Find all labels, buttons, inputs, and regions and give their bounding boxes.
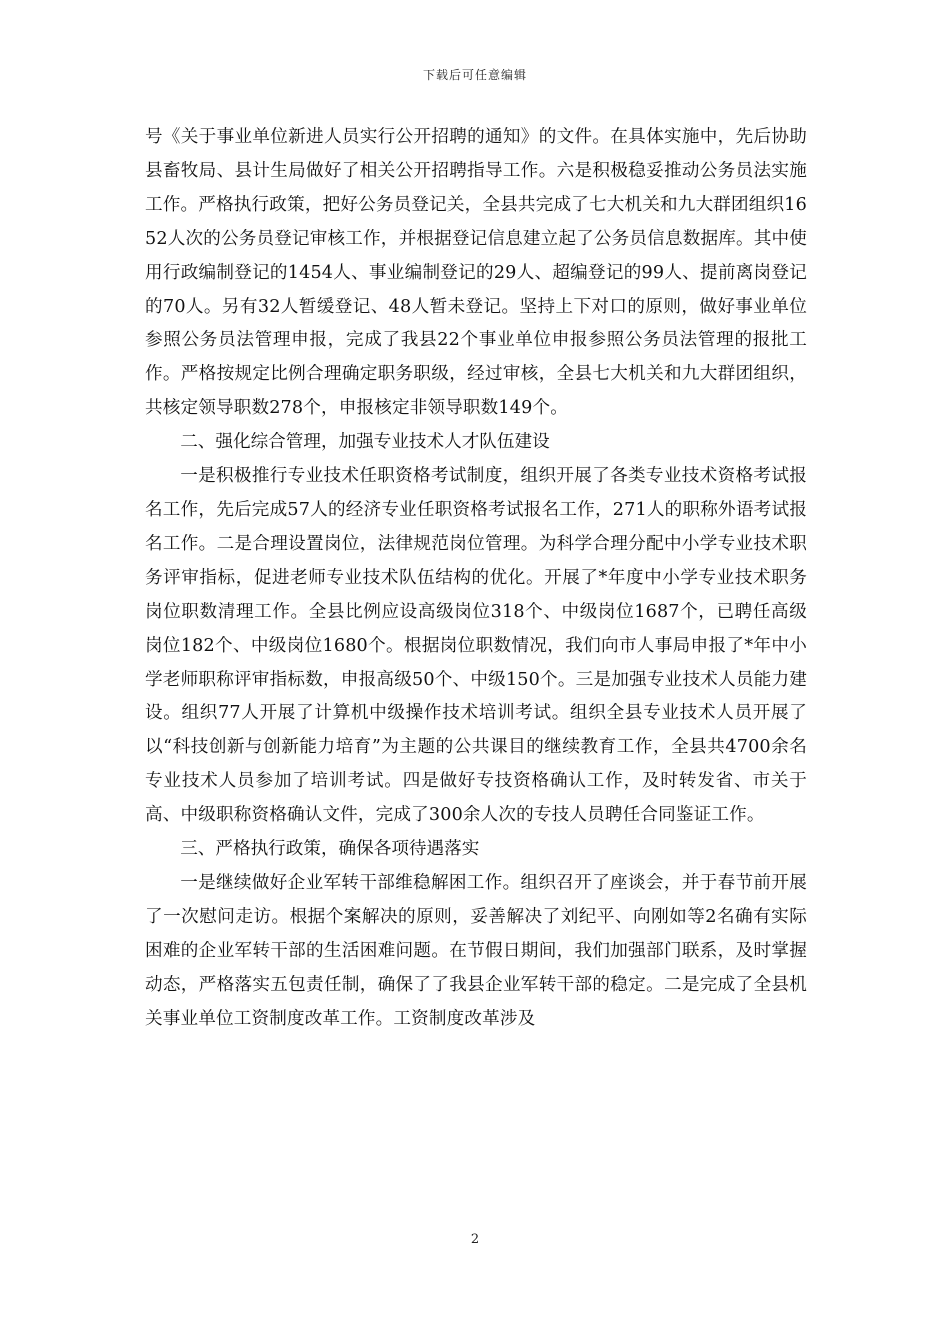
paragraph-section-3: 一是继续做好企业军转干部维稳解困工作。组织召开了座谈会，并于春节前开展了一次慰问走访。根据个案解决的原则，妥善解决了刘纪平、向刚如等2名确有实际困难的企业军转干部的生活困难问题。在节假日期间，我们加强部门联系，及时掌握动态，严格落实五包责任制，确保了了我县企业军转干部的稳定。二是完成了全县机关事业单位工资制度改革工作。工资制度改革涉及 [145, 872, 807, 1029]
document-body [145, 121, 807, 1036]
page-header: 下载后可任意编辑 [422, 68, 527, 82]
page-number: 2 [470, 1232, 480, 1247]
section-heading-3: 三、严格执行政策，确保各项待遇落实 [180, 839, 480, 860]
paragraph-section-2: 一是积极推行专业技术任职资格考试制度，组织开展了各类专业技术资格考试报名工作，先后完成57人的经济专业任职资格考试报名工作，271人的职称外语考试报名工作。二是合理设置岗位，法律规范岗位管理。为科学合理分配中小学专业技术职务评审指标，促进老师专业技术队伍结构的优化。开展了*年度中小学专业技术职务岗位职数清理工作。全县比例应设高级岗位318个、中级岗位1687个，已聘任高级岗位182个、中级岗位1680个。根据岗位职数情况，我们向市人事局申报了*年中小学老师职称评审指标数，申报高级50个、中级150个。三是加强专业技术人员能力建设。组织77人开展了计算机中级操作技术培训考试。组织全县专业技术人员开展了以“科技创新与创新能力培育”为主题的公共课目的继续教育工作，全县共4700余名专业技术人员参加了培训考试。四是做好专技资格确认工作，及时转发省、市关于高、中级职称资格确认文件，完成了300余人次的专技人员聘任合同鉴证工作。 [145, 466, 807, 826]
section-heading-2: 二、强化综合管理，加强专业技术人才队伍建设 [180, 432, 550, 453]
paragraph-continuation: 号《关于事业单位新进人员实行公开招聘的通知》的文件。在具体实施中，先后协助县畜牧局、县计生局做好了相关公开招聘指导工作。六是积极稳妥推动公务员法实施工作。严格执行政策，把好公务员登记关，全县共完成了七大机关和九大群团组织1652人次的公务员登记审核工作，并根据登记信息建立起了公务员信息数据库。其中使用行政编制登记的1454人、事业编制登记的29人、超编登记的99人、提前离岗登记的70人。另有32人暂缓登记、48人暂未登记。坚持上下对口的原则，做好事业单位参照公务员法管理申报，完成了我县22个事业单位申报参照公务员法管理的报批工作。严格按规定比例合理确定职务职级，经过审核，全县七大机关和九大群团组织，共核定领导职数278个，申报核定非领导职数149个。 [145, 127, 807, 419]
